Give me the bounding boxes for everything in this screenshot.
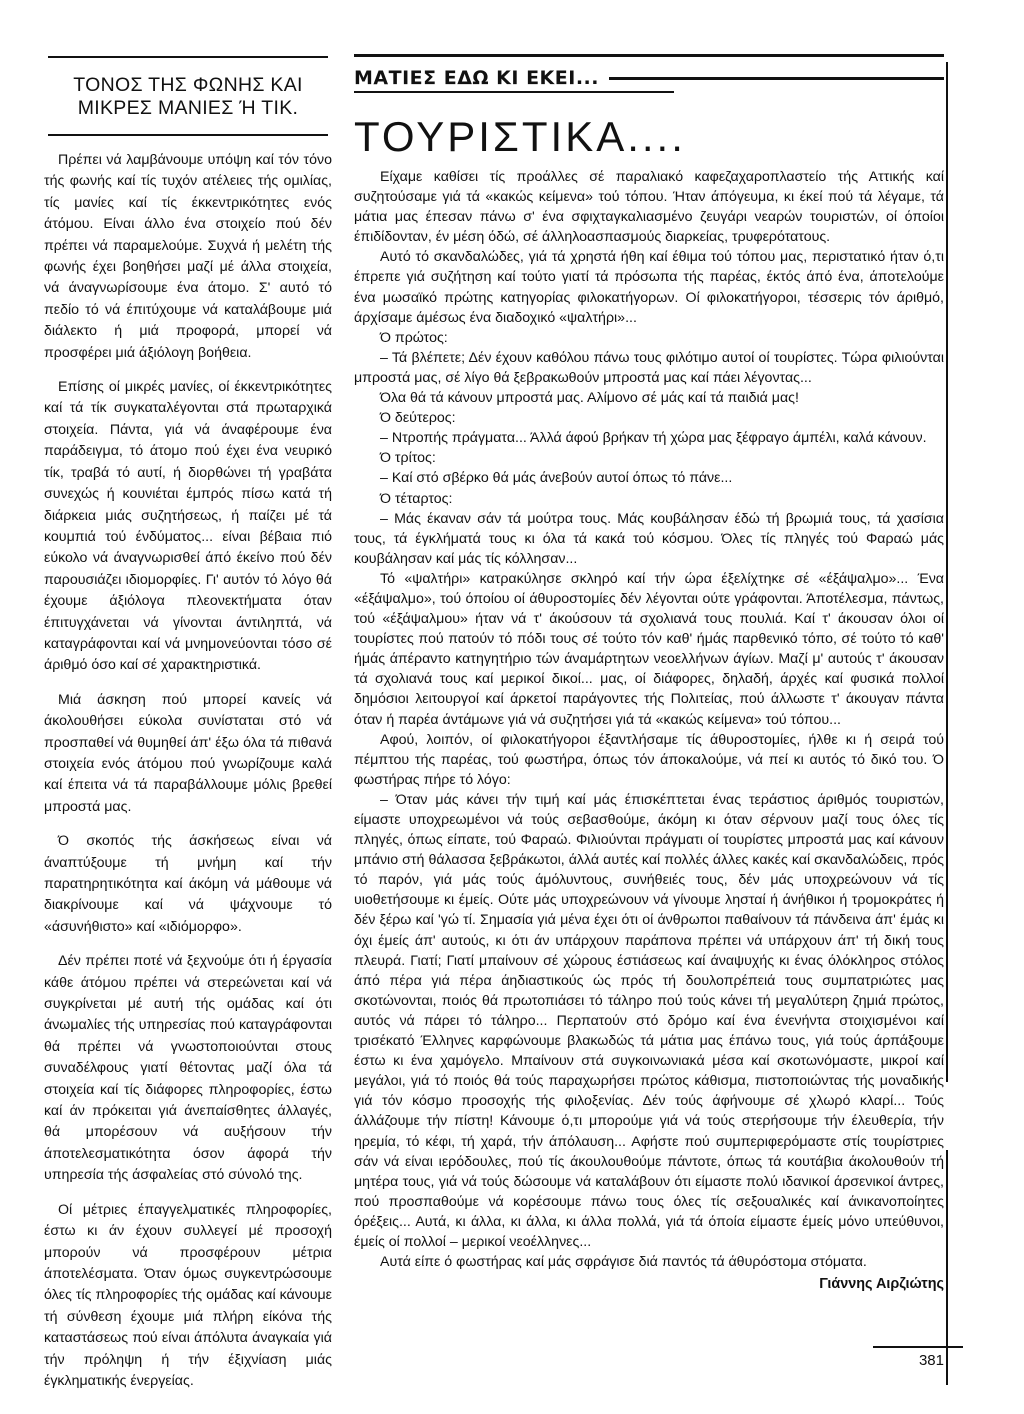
- right-border-line: [946, 62, 948, 1082]
- right-paragraph: Ό δεύτερος:: [380, 410, 456, 427]
- right-paragraph: Αυτά είπε ό φωστήρας καί μάς σφράγισε διά παντός τά άθυρόστομα στόματα.: [380, 1254, 867, 1271]
- right-paragraph: – Τά βλέπετε; Δέν έχουν καθόλου πάνω τους φιλότιμο αυτοί οί τουρίστες. Τώρα φιλιούνται μπροστά μας, σέ λίγο θά ξεβρακωθούν μπροστά μας καί πάει λέγοντας...: [354, 349, 944, 386]
- right-article-body: [354, 167, 944, 1272]
- right-article: [354, 54, 944, 1292]
- right-paragraph: Ό τέταρτος:: [380, 490, 453, 507]
- page-number-text: 381: [918, 1352, 944, 1369]
- left-article: [44, 56, 332, 1405]
- right-top-rule: [354, 54, 944, 57]
- left-paragraph: Οί μέτριες έπαγγελματικές πληροφορίες, έστω κι άν έχουν συλλεγεί μέ προσοχή μπορούν νά προσφέρουν μέτρια άποτελέσματα. Όταν όμως συγκεντρώσουμε όλες τίς πληροφορίες τής ομάδας καί κάνουμε τή σύνθεση έχουμε μιά πλήρη είκόνα τής καταστάσεως πού είναι άπόλυτα άναγκαία γιά τήν πρόληψη ή τήν έξιχνίαση μιάς έγκληματικής ένεργείας.: [44, 1201, 332, 1389]
- right-border-line-lower: [946, 1150, 948, 1385]
- left-paragraph: Δέν πρέπει ποτέ νά ξεχνούμε ότι ή έργασία κάθε άτόμου πρέπει νά στερεώνεται καί νά συγκρίνεται μέ αυτή τής ομάδας καί ότι άνωμαλίες τής υπηρεσίας πού καταγράφονται θά πρέπει νά γνωστοποιούνται στους συναδέλφους γιατί θέτοντας μαζί όλα τά στοιχεία καί τίς διάφορες πληροφορίες, έστω καί άν πρόκειται γιά άνεπαίσθητες άλλαγές, θά μπορέσουν νά αυξήσουν τήν άποτελεσματικότητα όσον άφορά τήν υπηρεσία τής άσφαλείας στό σύνολό της.: [44, 953, 332, 1184]
- left-title-line1: ΤΟΝΟΣ ΤΗΣ ΦΩΝΗΣ ΚΑΙ: [73, 74, 303, 96]
- left-title-rule: [48, 134, 328, 136]
- left-top-rule: [48, 56, 328, 58]
- right-paragraph: Αυτό τό σκανδαλώδες, γιά τά χρηστά ήθη καί έθιμα τού τόπου μας, περιστατικό ήταν ό,τι έπρεπε γιά συζήτηση καί τούτο γιατί τά πρόσωπα τής παρέας, έκτός άπό ένα, άποτελούμε ένα μωσαϊκό πρώτης κατηγορίας φιλοκατήγορων. Οί φιλοκατήγοροι, τέσσερις τόν άριθμό, άρχίσαμε άμέσως ένα διαδοχικό «ψαλτήρι»...: [354, 249, 944, 326]
- left-paragraph: Ό σκοπός τής άσκήσεως είναι νά άναπτύξουμε τή μνήμη καί τήν παρατηρητικότητα καί άκόμη νά μάθουμε νά διακρίνουμε καί νά ψάχνουμε τό «άσυνήθιστο» καί «ιδιόμορφο».: [44, 833, 332, 935]
- right-paragraph: – Μάς έκαναν σάν τά μούτρα τους. Μάς κουβάλησαν έδώ τή βρωμιά τους, τά χασίσια τους, τά έγκλήματά τους κι όλα τά κακά τού κόσμου. Όλες τίς πληγές τού Φαραώ μάς κουβάλησαν καί μάς τίς κόλλησαν...: [354, 510, 944, 567]
- page-number-rule: [873, 1346, 963, 1348]
- right-paragraph: Ό τρίτος:: [380, 450, 436, 467]
- left-article-body: [44, 150, 332, 1392]
- article-title: ΤΟΥΡΙΣΤΙΚΑ....: [354, 113, 686, 160]
- left-paragraph: Πρέπει νά λαμβάνουμε υπόψη καί τόν τόνο τής φωνής καί τίς τυχόν ατέλειες τής ομιλίας, τίς μανίες καί τίς έκκεντρικότητες ενός άτόμου. Είναι άλλο ένα στοιχείο πού δέν πρέπει νά παραμελούμε. Συχνά ή μελέτη τής φωνής έχει βοηθήσει μαζί μέ άλλα στοιχεία, νά άναγνωρίσουμε ένα άτομο. Σ' αυτό τό πεδίο τό νά έπιτύχουμε νά καταλάβουμε μιά διάλεκτο ή μιά προφορά, μπορεί νά προσφέρει μιά άξιόλογη βοήθεια.: [44, 152, 332, 361]
- right-paragraph: Αφού, λοιπόν, οί φιλοκατήγοροι έξαντλήσαμε τίς άθυροστομίες, ήλθε κι ή σειρά τού πέμπτου τής παρέας, τού φωστήρα, όπως τόν άποκαλούμε, νά πεί κι αυτός τό δικό του. Ό φωστήρας πήρε τό λόγο:: [354, 731, 944, 788]
- left-article-title: [44, 74, 332, 120]
- right-paragraph: – Καί στό σβέρκο θά μάς άνεβούν αυτοί όπως τό πάνε...: [380, 470, 733, 487]
- author-signature: Γιάννης Αιρζιώτης: [819, 1276, 944, 1293]
- section-header-rule: [609, 77, 944, 80]
- left-paragraph: Επίσης οί μικρές μανίες, οί έκκεντρικότητες καί τά τίκ συγκαταλέγονται στά πρωταρχικά στοιχεία. Πάντα, γιά νά άναφέρουμε ένα παράδειγμα, τό άτομο πού έχει ένα νευρικό τίκ, τραβά τό αυτί, ή διορθώνει τή γραβάτα συνεχώς ή κουνιέται έμπρός πίσω κατά τή διάρκεια μιάς συζητήσεως, ή παίζει μέ τά κουμπιά τού ένδύματος... είναι βέβαια πιό εύκολο νά άναγνωρισθεί άπό έκείνο πού δέν παρουσιάζει ιδιομορφίες. Γι' αυτόν τό λόγο θά έχουμε άξιόλογα πλεονεκτήματα όταν έπιτυγχάνεται νά γίνονται άντιληπτά, νά καταγράφονται καί νά μνημονεύονται τόσο σέ άριθμό όσο καί σέ χαρακτηριστικά.: [44, 379, 332, 674]
- left-paragraph: Μιά άσκηση πού μπορεί κανείς νά άκολουθήσει εύκολα συνίσταται στό νά προσπαθεί νά θυμηθεί άπ' έξω όλα τά πιθανά στοιχεία ενός άτόμου πού γνωρίζουμε καλά καί έπειτα νά τά παραβάλλουμε μόλις βρεθεί μπροστά μας.: [44, 691, 332, 815]
- right-paragraph: Ό πρώτος:: [380, 329, 448, 346]
- right-paragraph: Όλα θά τά κάνουν μπροστά μας. Αλίμονο σέ μάς καί τά παιδιά μας!: [380, 390, 799, 407]
- right-paragraph: – Ντροπής πράγματα... Άλλά άφού βρήκαν τή χώρα μας ξέφραγο άμπέλι, καλά κάνουν.: [380, 430, 927, 447]
- section-title: ΜΑΤΙΕΣ ΕΔΩ ΚΙ ΕΚΕΙ...: [354, 67, 599, 89]
- right-paragraph: – Όταν μάς κάνει τήν τιμή καί μάς έπισκέπτεται ένας τεράστιος άριθμός τουριστών, είμαστε υποχρεωμένοι νά τούς σεβασθούμε, άκόμη κι όταν σέρνουν μαζί τους όλες τίς πληγές, όπως είπατε, τού Φαραώ. Φιλιούνται πράγματι οί τουρίστες μπροστά μας καί κάνουν μπάνιο στή θάλασσα ξεβράκωτοι, άλλά αυτές καί πολλές άλλες κακές καί σκανδαλώδεις, πρός τό παρόν, γιά μάς τούς άμόλυντους, συνήθειές τους, δέν μάς υποχρεώνουν νά τίς υιοθετήσουμε κι έμείς. Ούτε μάς υποχρεώνουν νά γίνουμε λησταί ή άνήθικοι ή τρομοκράτες ή δέν ξέρω καί 'γώ τί. Σημασία γιά μένα έχει ότι οί άνθρωποι παθαίνουν τά πάνδεινα άπ' έμάς κι όχι έμείς άπ' αυτούς, κι ότι άν υπάρχουν παράπονα πρέπει νά υπάρχουν άπ' τή δική τους πλευρά. Γιατί; Γιατί μπαίνουν σέ χώρους έστιάσεως καί άναψυχής κι ένας όλόκληρος στόλος άπό πέρα γιά πέρα άηδιαστικούς ώς πρός τή δουλοπρέπειά τους συμπατριώτες μας σκοτώνονται, ποιός θά πρωτοπιάσει τό τάληρο πού τούς κάνει τή μεγαλύτερη ζημιά πρώτος, αυτός νά πάρει τό τάληρο... Περπατούν στό δρόμο καί ένα ένενήντα στοιχισμένοι καί τρισέκατό Έλληνες καρφώνουμε βλακωδώς τά μάτια μας έπάνω τους, γιά τούς άρπάξουμε έστω κι ένα χαμόγελο. Μπαίνουν στά συγκοινωνιακά μέσα καί σκοτωνόμαστε, μικροί καί μεγάλοι, γιά τό ποιός θά τούς παραχωρήσει πρώτος κάθισμα, πιστοποιώντας τής μοναδικής γιά τόν κόσμο προσοχής τής φιλοξενίας. Δέν τούς άφήνουμε σέ χλωρό κλαρί... Τούς άλλάζουμε τήν πίστη! Κάνουμε ό,τι μπορούμε γιά νά τούς στερήσουμε τήν έλευθερία, τήν ηρεμία, τό κέφι, τή χαρά, τήν άπόλαυση... Αφήστε πού συμπεριφερόμαστε στίς τουρίστριες σάν νά είναι ιερόδουλες, πού τίς άκουλουθούμε πάντοτε, όπως τά κουτάβια άκολουθούν τή μητέρα τους, γιά νά τούς δώσουμε νά καταλάβουν ότι είμαστε πολύ ιδανικοί άρσενικοί άντρες, πού προσπαθούμε νά κορέσουμε πάνω τους όλες τίς σεξουαλικές καί άνικανοποίητες όρέξεις... Αυτά, κι άλλα, κι άλλα, κι άλλα πολλά, γιά τά όποία είμαστε έμείς μόνο υπεύθυνοι, έμείς οί πολλοί – μερικοί νεοέλληνες...: [354, 791, 944, 1250]
- right-paragraph: Τό «ψαλτήρι» κατρακύλησε σκληρό καί τήν ώρα έξελίχτηκε σέ «έξάψαλμο»... Ένα «έξάψαλμο», τού όποίου οί άθυροστομίες δέν λέγονται ούτε γράφονται. Άποτέλεσμα, πάντως, τού «έξάψαλμου» ήταν νά τ' άκούσουν τά σχολιανά τους πουλιά. Καί τ' άκουσαν όλοι οί τουρίστες πού πατούν τό πόδι τους σέ τούτο τόν καθ' ήμάς παρθενικό τόπο, σέ τούτο τό καθ' ήμάς άπέραντο κατηγητήριο τών άναμάρτητων νεοελλήνων άγίων. Μαζί μ' αυτούς τ' άκουσαν τά σχολιανά τους καί μερικοί δικοί... μας, οί διάφορες, δηλαδή, άρχές καί φυσικά πολλοί δημόσιοι λειτουργοί καί άρκετοί παράγοντες τής Πολιτείας, πού άλλωστε τ' άκουγαν πάντα όταν ή παρέα άντάμωνε γιά νά συζητήσει γιά τά «κακώς κείμενα» τού τόπου...: [354, 570, 944, 728]
- right-paragraph: Είχαμε καθίσει τίς προάλλες σέ παραλιακό καφεζαχαροπλαστείο τής Αττικής καί συζητούσαμε γιά τά «κακώς κείμενα» τού τόπου. Ήταν άπόγευμα, κι έκεί πού τά λέγαμε, τά μάτια μας έπεσαν πάνω σ' ένα σφιχταγκαλιασμένο ζευγάρι νεαρών τουριστών, οί όποίοι έπιδίδονταν, έν μέση όδώ, σέ άλληλοασπασμούς διαρκείας, τρυφερότατους.: [354, 169, 944, 246]
- page-number: [919, 1352, 944, 1369]
- section-underline: [354, 91, 674, 93]
- left-title-line2: ΜΙΚΡΕΣ ΜΑΝΙΕΣ Ή ΤΙΚ.: [77, 97, 299, 119]
- section-header: [354, 67, 944, 89]
